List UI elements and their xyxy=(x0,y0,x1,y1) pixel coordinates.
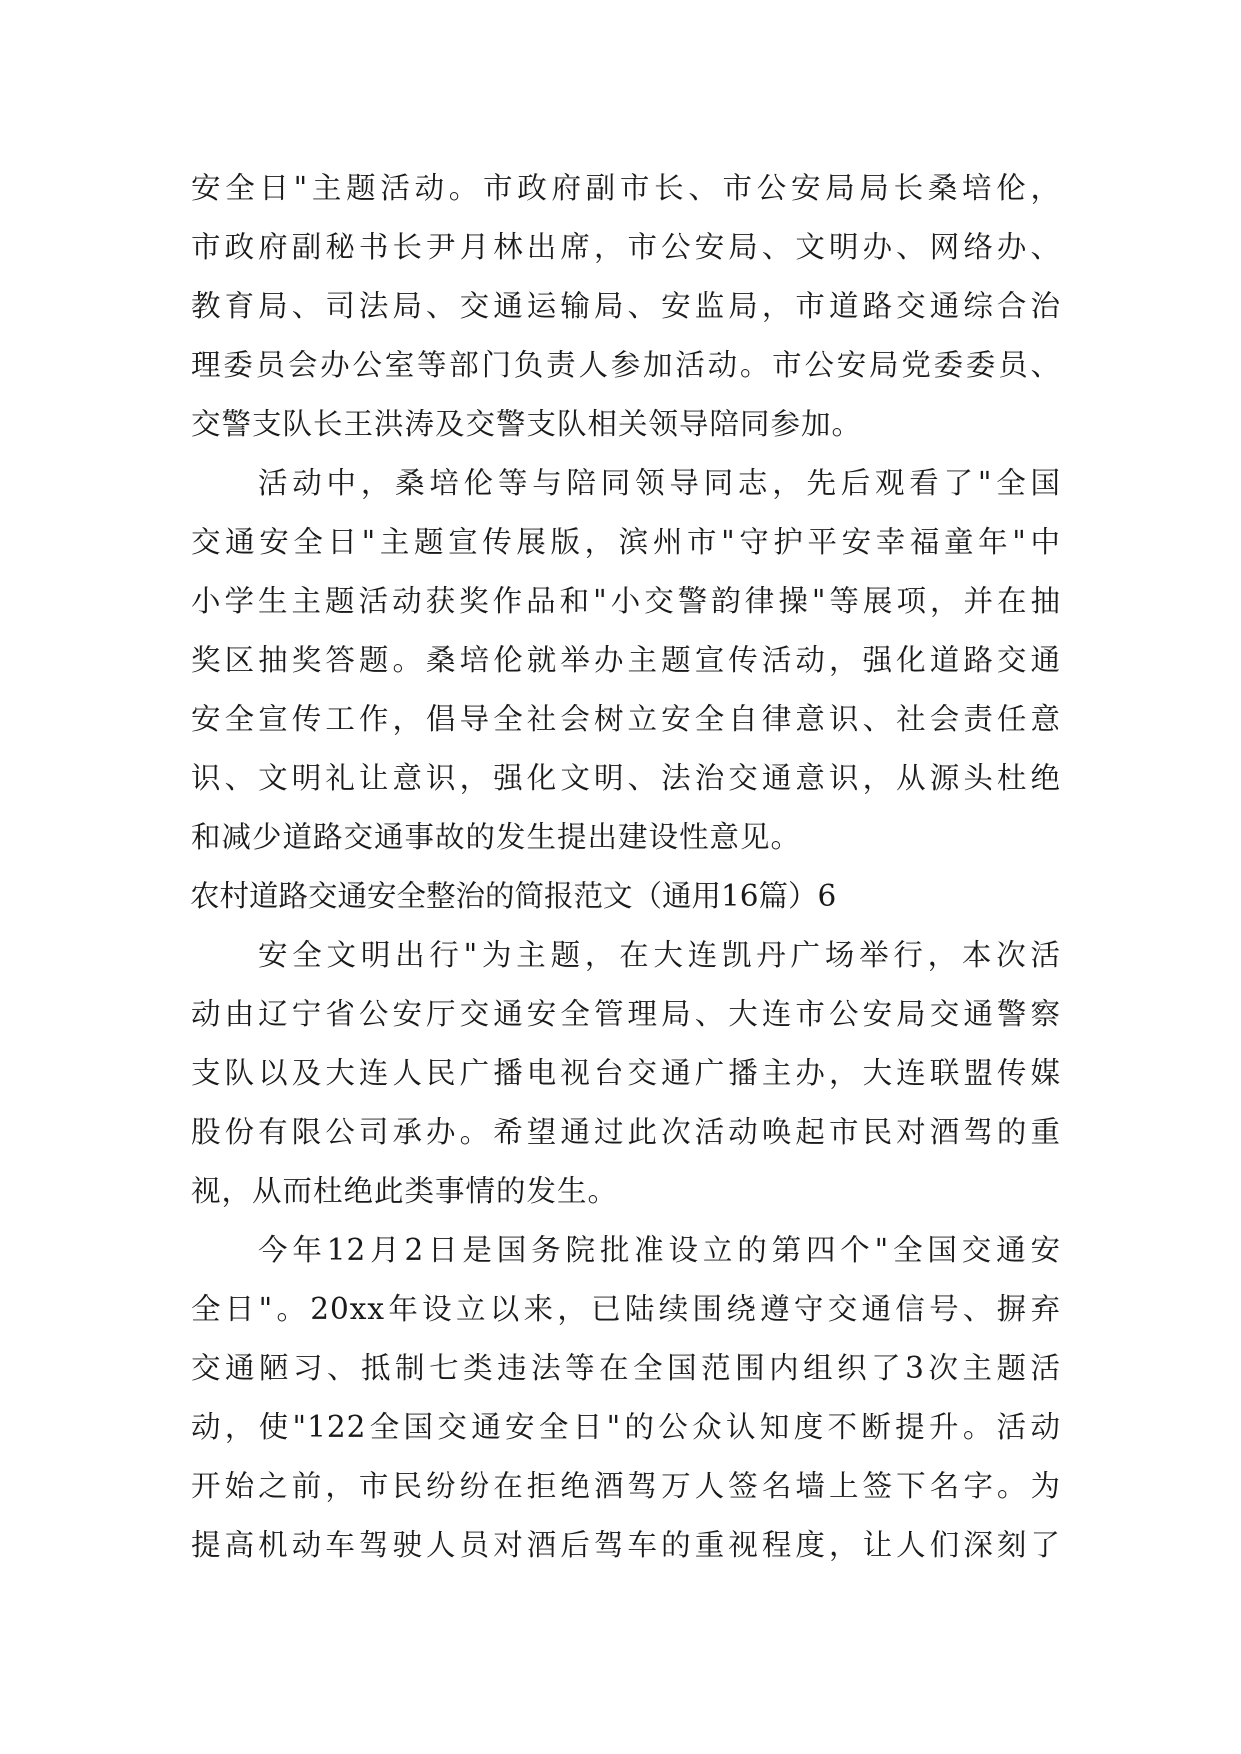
text-line: 小学生主题活动获奖作品和"小交警韵律操"等展项，并在抽 xyxy=(191,584,1061,618)
document-body xyxy=(191,159,1061,1575)
text-line: 活动中，桑培伦等与陪同领导同志，先后观看了"全国 xyxy=(258,466,1061,500)
paragraph xyxy=(191,1221,1061,1575)
paragraph xyxy=(191,926,1061,1221)
text-line: 股份有限公司承办。希望通过此次活动唤起市民对酒驾的重 xyxy=(191,1115,1061,1149)
text-line: 交通陋习、抵制七类违法等在全国范围内组织了3次主题活 xyxy=(191,1351,1061,1385)
text-line: 动，使"122全国交通安全日"的公众认知度不断提升。活动 xyxy=(191,1410,1061,1444)
text-line: 交警支队长王洪涛及交警支队相关领导陪同参加。 xyxy=(191,407,863,441)
paragraph xyxy=(191,454,1061,867)
text-line: 和减少道路交通事故的发生提出建设性意见。 xyxy=(191,820,802,854)
paragraph xyxy=(191,159,1061,454)
text-line: 理委员会办公室等部门负责人参加活动。市公安局党委委员、 xyxy=(191,348,1061,382)
text-line: 奖区抽奖答题。桑培伦就举办主题宣传活动，强化道路交通 xyxy=(191,643,1061,677)
text-line: 安全宣传工作，倡导全社会树立安全自律意识、社会责任意 xyxy=(191,702,1061,736)
text-line: 交通安全日"主题宣传展版，滨州市"守护平安幸福童年"中 xyxy=(191,525,1061,559)
text-line: 安全日"主题活动。市政府副市长、市公安局局长桑培伦， xyxy=(191,171,1061,205)
text-line: 今年12月2日是国务院批准设立的第四个"全国交通安 xyxy=(258,1233,1061,1267)
text-line: 市政府副秘书长尹月林出席，市公安局、文明办、网络办、 xyxy=(191,230,1061,264)
text-line: 开始之前，市民纷纷在拒绝酒驾万人签名墙上签下名字。为 xyxy=(191,1469,1061,1503)
text-line: 提高机动车驾驶人员对酒后驾车的重视程度，让人们深刻了 xyxy=(191,1528,1061,1562)
text-line: 全日"。20xx年设立以来，已陆续围绕遵守交通信号、摒弃 xyxy=(191,1292,1061,1326)
text-line: 教育局、司法局、交通运输局、安监局，市道路交通综合治 xyxy=(191,289,1061,323)
text-line: 动由辽宁省公安厅交通安全管理局、大连市公安局交通警察 xyxy=(191,997,1061,1031)
text-line: 识、文明礼让意识，强化文明、法治交通意识，从源头杜绝 xyxy=(191,761,1061,795)
text-line: 安全文明出行"为主题，在大连凯丹广场举行，本次活 xyxy=(258,938,1061,972)
text-line: 支队以及大连人民广播电视台交通广播主办，大连联盟传媒 xyxy=(191,1056,1061,1090)
text-line: 视，从而杜绝此类事情的发生。 xyxy=(191,1174,619,1208)
section-heading: 农村道路交通安全整治的简报范文（通用16篇）6 xyxy=(190,879,837,913)
